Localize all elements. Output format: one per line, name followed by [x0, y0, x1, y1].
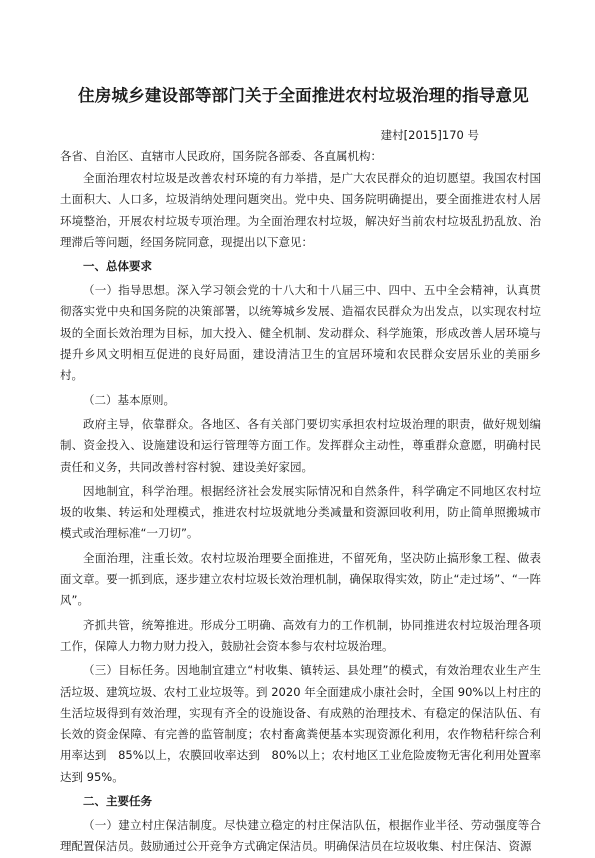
principle-government-led-paragraph: 政府主导，依靠群众。各地区、各有关部门要切实承担农村垃圾治理的职责，做好规划编制、资金投入、设施建设和运行管理等方面工作。发挥群众主动性，尊重群众意愿，明确村民责任和义务，共同改善村容村貌、建设美好家园。 [60, 416, 541, 474]
section-heading-general-requirements: 一、总体要求 [83, 259, 152, 274]
principle-comprehensive-paragraph: 全面治理，注重长效。农村垃圾治理要全面推进，不留死角，坚决防止搞形象工程、做表面文章。要一抓到底，逐步建立农村垃圾长效治理机制，确保取得实效，防止“走过场”、“一阵风”。 [60, 550, 541, 608]
document-number: 建村[2015]170 号 [380, 128, 479, 142]
document-title: 住房城乡建设部等部门关于全面推进农村垃圾治理的指导意见 [78, 86, 529, 105]
targets-paragraph: （三）目标任务。因地制宜建立“村收集、镇转运、县处理”的模式，有效治理农业生产生活垃圾、建筑垃圾、农村工业垃圾等。到 2020 年全面建成小康社会时，全国 90%以上村庄的生活垃圾得到有效治理，实现有齐全的设施设备、有成熟的治理技术、有稳定的保洁队伍、有长效的资金保障、有完善的监管制度；农村畜禽粪便基本实现资源化利用，农作物秸秆综合利用率达到 85%以上，农膜回收率达到 80%以上；农村地区工业危险废物无害化利用处置率达到 95%。 [60, 663, 541, 784]
addressee-line: 各省、自治区、直辖市人民政府，国务院各部委、各直属机构： [60, 149, 382, 163]
principle-joint-management-paragraph: 齐抓共管，统筹推进。形成分工明确、高效有力的工作机制，协同推进农村垃圾治理各项工作，保障人力物力财力投入，鼓励社会资本参与农村垃圾治理。 [60, 617, 541, 653]
village-cleaning-system-paragraph: （一）建立村庄保洁制度。尽快建立稳定的村庄保洁队伍，根据作业半径、劳动强度等合理配置保洁员。鼓励通过公开竞争方式确定保洁员。明确保洁员在垃圾收集、村庄保洁、资源 [60, 818, 541, 854]
intro-paragraph: 全面治理农村垃圾是改善农村环境的有力举措，是广大农民群众的迫切愿望。我国农村国土面积大、人口多，垃圾消纳处理问题突出。党中央、国务院明确提出，要全面推进农村人居环境整治，开展农村垃圾专项治理。为全面治理农村垃圾，解决好当前农村垃圾乱扔乱放、治理滞后等问题，经国务院同意，现提出以下意见： [60, 171, 541, 249]
guiding-ideology-paragraph: （一）指导思想。深入学习领会党的十八大和十八届三中、四中、五中全会精神，认真贯彻落实党中央和国务院的决策部署，以统筹城乡发展、造福农民群众为出发点，以实现农村垃圾的全面长效治理为目标，加大投入、健全机制、发动群众、科学施策，形成改善人居环境与提升乡风文明相互促进的良好局面，建设清洁卫生的宜居环境和农民群众安居乐业的美丽乡村。 [60, 283, 541, 383]
section-heading-main-tasks: 二、主要任务 [83, 794, 152, 809]
principle-local-conditions-paragraph: 因地制宜，科学治理。根据经济社会发展实际情况和自然条件，科学确定不同地区农村垃圾的收集、转运和处理模式，推进农村垃圾就地分类减量和资源回收利用，防止简单照搬城市模式或治理标准“一刀切”。 [60, 483, 541, 541]
basic-principles-heading: （二）基本原则。 [83, 392, 175, 407]
